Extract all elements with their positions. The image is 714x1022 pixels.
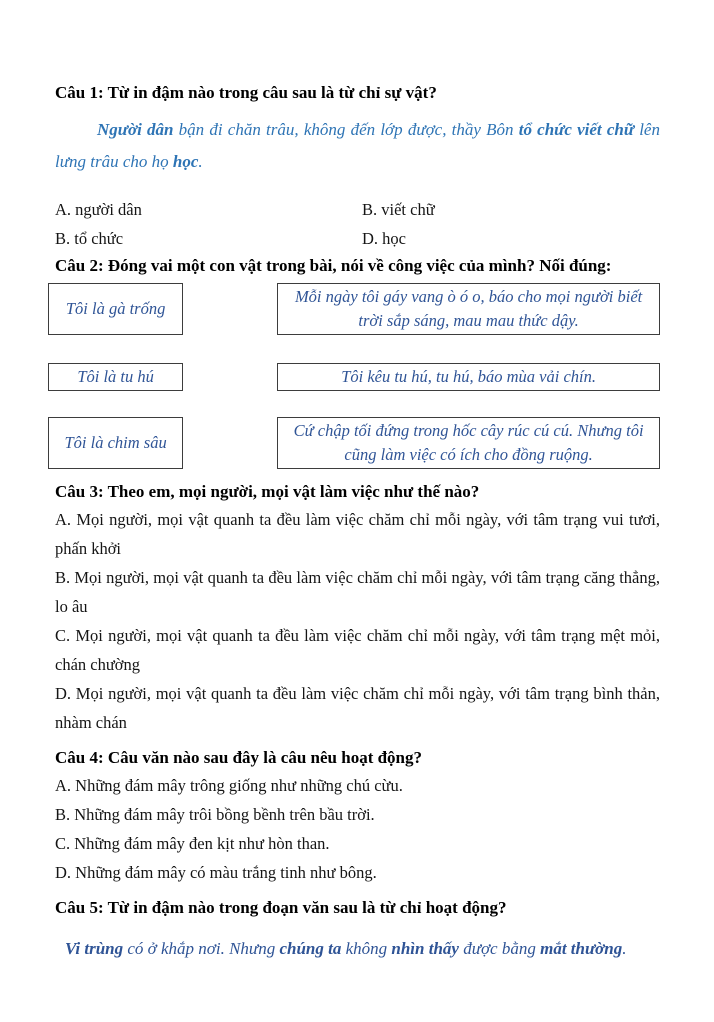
question-1-passage: Người dân bận đi chăn trâu, không đến lớp được, thầy Bôn tổ chức viết chữ lên lưng trâu cho họ học. [55, 120, 660, 171]
question-5-heading: Câu 5: Từ in đậm nào trong đoạn văn sau là từ chỉ hoạt động? [55, 898, 507, 917]
question-2-heading: Câu 2: Đóng vai một con vật trong bài, nói về công việc của mình? Nối đúng: [55, 256, 612, 275]
question-1-heading: Câu 1: Từ in đậm nào trong câu sau là từ chỉ sự vật? [55, 83, 437, 102]
question-3-options [55, 505, 660, 737]
match-left-box-2: Tôi là tu hú [48, 363, 183, 391]
option-b: B. Những đám mây trôi bồng bềnh trên bầu trời. [55, 805, 375, 824]
question-1 [55, 82, 660, 253]
option-b: B. viết chữ [362, 200, 435, 219]
option-d: D. Những đám mây có màu trắng tinh như bông. [55, 863, 377, 882]
question-5-passage: Vi trùng có ở khắp nơi. Nhưng chúng ta không nhìn thấy được bằng mắt thường. [65, 939, 627, 958]
option-c: C. Những đám mây đen kịt như hòn than. [55, 834, 330, 853]
question-3-heading: Câu 3: Theo em, mọi người, mọi vật làm việc như thế nào? [55, 482, 480, 501]
option-d: D. Mọi người, mọi vật quanh ta đều làm việc chăm chỉ mỗi ngày, với tâm trạng bình thản, nhàm chán [55, 684, 660, 732]
option-c: B. tổ chức [55, 229, 124, 248]
match-pair-3 [48, 417, 660, 469]
match-right-box-1: Mỗi ngày tôi gáy vang ò ó o, báo cho mọi người biết trời sắp sáng, mau mau thức dậy. [277, 283, 660, 335]
option-a: A. Mọi người, mọi vật quanh ta đều làm việc chăm chỉ mỗi ngày, với tâm trạng vui tươi, phấn khởi [55, 510, 660, 558]
match-pair-2 [48, 363, 660, 391]
question-4-options [55, 771, 660, 887]
question-4-heading: Câu 4: Câu văn nào sau đây là câu nêu hoạt động? [55, 748, 423, 767]
option-c: C. Mọi người, mọi vật quanh ta đều làm việc chăm chỉ mỗi ngày, với tâm trạng mệt mỏi, chán chường [55, 626, 660, 674]
match-left-box-3: Tôi là chim sâu [48, 417, 183, 469]
option-a: A. người dân [55, 200, 142, 219]
question-3 [55, 481, 660, 737]
match-right-box-2: Tôi kêu tu hú, tu hú, báo mùa vải chín. [277, 363, 660, 391]
option-b: B. Mọi người, mọi vật quanh ta đều làm việc chăm chỉ mỗi ngày, với tâm trạng căng thẳng, lo âu [55, 568, 660, 616]
option-a: A. Những đám mây trông giống như những chú cừu. [55, 776, 403, 795]
match-pair-1 [48, 283, 660, 335]
question-2 [55, 255, 660, 469]
question-1-options [55, 195, 660, 253]
question-5 [55, 897, 660, 963]
match-right-box-3: Cứ chập tối đứng trong hốc cây rúc cú cú. Nhưng tôi cũng làm việc có ích cho đồng ruộng. [277, 417, 660, 469]
match-left-box-1: Tôi là gà trống [48, 283, 183, 335]
question-4 [55, 747, 660, 887]
option-d: D. học [362, 229, 406, 248]
